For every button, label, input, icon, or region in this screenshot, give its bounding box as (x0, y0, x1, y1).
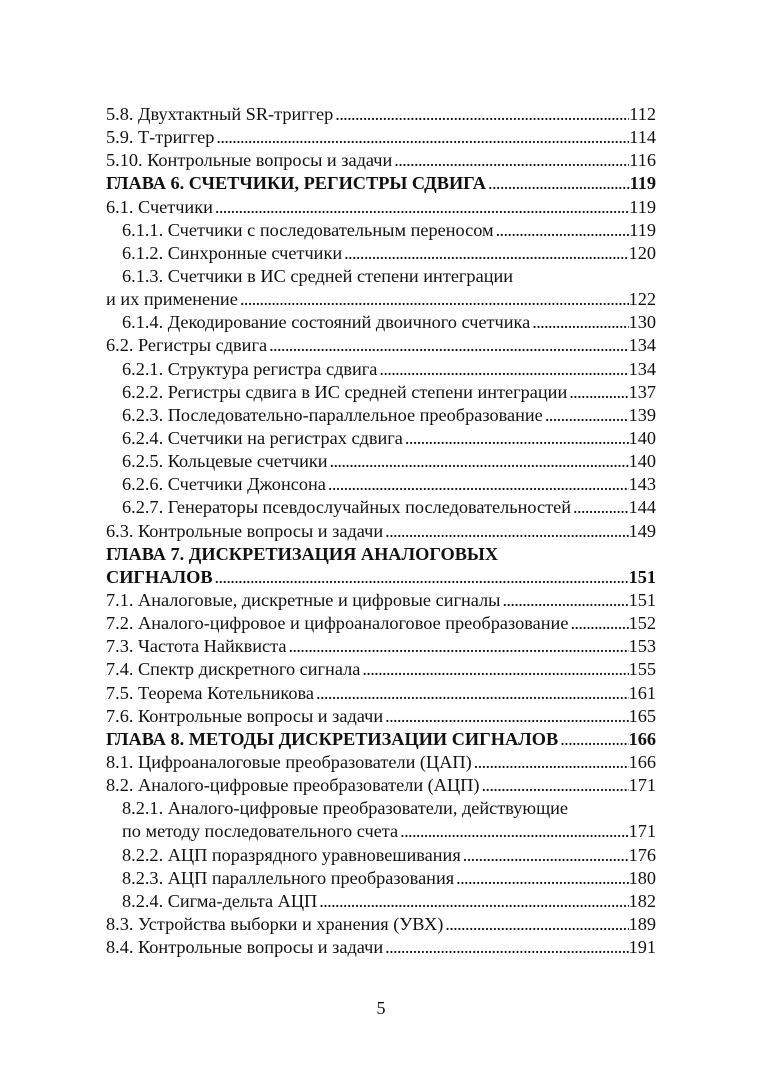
toc-entry-title: и их применение (106, 289, 238, 310)
toc-entry-title: 6.2.2. Регистры сдвига в ИС средней степени интеграции (122, 381, 568, 402)
dot-leader (383, 936, 628, 959)
dot-leader (383, 705, 628, 728)
toc-entry-title: 6.1. Счетчики (106, 196, 213, 217)
toc-entry (106, 774, 656, 797)
toc-entry-title: 7.6. Контрольные вопросы и задачи (106, 705, 384, 726)
dot-leader (317, 890, 628, 913)
toc-entry-title: ГЛАВА 6. СЧЕТЧИКИ, РЕГИСТРЫ СДВИГА (106, 173, 487, 194)
toc-entry-page: 152 (628, 613, 656, 634)
toc-entry-title: 6.2.5. Кольцевые счетчики (122, 451, 328, 472)
toc-entry-page: 119 (629, 219, 656, 240)
toc-entry-page: 153 (628, 636, 656, 657)
toc-entry-title: 8.2.2. АЦП поразрядного уравновешивания (122, 844, 461, 865)
dot-leader (500, 589, 628, 612)
toc-entry-page: 134 (628, 358, 656, 379)
dot-leader (403, 427, 629, 450)
toc-entry-page: 182 (628, 890, 656, 911)
toc-entry (106, 589, 656, 612)
toc-entry-title: 6.2.1. Структура регистра сдвига (122, 358, 378, 379)
toc-entry-page: 130 (628, 312, 656, 333)
dot-leader (238, 288, 629, 311)
toc-entry-page: 112 (629, 104, 656, 124)
dot-leader (568, 612, 628, 635)
dot-leader (328, 450, 629, 473)
toc-entry-page: 176 (628, 844, 656, 865)
toc-entry (106, 242, 656, 265)
table-of-contents (106, 103, 656, 959)
toc-entry (106, 705, 656, 728)
toc-entry-page: 122 (628, 289, 656, 310)
toc-entry-title: 5.10. Контрольные вопросы и задачи (106, 150, 393, 171)
toc-entry-page: 166 (628, 728, 656, 749)
toc-entry-page: 161 (628, 682, 656, 703)
toc-entry (106, 682, 656, 705)
toc-entry (106, 566, 656, 589)
toc-entry-page: 119 (629, 196, 656, 217)
dot-leader (461, 844, 629, 867)
dot-leader (443, 913, 628, 936)
dot-leader (314, 682, 629, 705)
toc-entry-title: ГЛАВА 7. ДИСКРЕТИЗАЦИЯ АНАЛОГОВЫХ (106, 543, 499, 564)
dot-leader (571, 496, 629, 519)
dot-leader (267, 334, 629, 357)
toc-entry (106, 172, 656, 195)
dot-leader (543, 404, 629, 427)
toc-entry-first-line (106, 797, 656, 820)
dot-leader (213, 196, 629, 219)
toc-entry-page: 120 (628, 242, 656, 263)
toc-entry-first-line (106, 543, 656, 566)
toc-entry (106, 867, 656, 890)
dot-leader (377, 358, 628, 381)
dot-leader (398, 820, 628, 843)
toc-entry-page: 171 (628, 821, 656, 842)
toc-entry-page: 189 (628, 913, 656, 934)
toc-entry-title: 8.2.4. Сигма-дельта АЦП (122, 890, 318, 911)
dot-leader (214, 126, 629, 149)
toc-entry-title: по методу последовательного счета (122, 821, 399, 842)
toc-entry-title: 6.2.3. Последовательно-параллельное преобразование (122, 404, 543, 425)
toc-entry-title: 7.2. Аналого-цифровое и цифроаналоговое преобразование (106, 613, 569, 634)
toc-entry-title: 8.2.1. Аналого-цифровые преобразователи, действующие (122, 798, 569, 819)
dot-leader (558, 728, 628, 751)
toc-entry-title: 5.8. Двухтактный SR-триггер (106, 104, 334, 124)
toc-entry-page: 143 (628, 474, 656, 495)
toc-entry (106, 658, 656, 681)
dot-leader (342, 242, 628, 265)
toc-entry (106, 450, 656, 473)
dot-leader (392, 149, 629, 172)
toc-entry-title: 8.3. Устройства выборки и хранения (УВХ) (106, 913, 444, 934)
toc-entry (106, 381, 656, 404)
dot-leader (494, 219, 630, 242)
toc-entry-title: 6.1.4. Декодирование состояний двоичного счетчика (122, 312, 531, 333)
page-number: 5 (376, 998, 386, 1018)
dot-leader (567, 381, 628, 404)
toc-entry (106, 913, 656, 936)
toc-entry-page: 114 (629, 127, 656, 148)
dot-leader (486, 172, 630, 195)
toc-entry (106, 473, 656, 496)
toc-entry-page: 116 (629, 150, 656, 171)
toc-entry-title: 6.1.3. Счетчики в ИС средней степени интеграции (122, 265, 514, 286)
toc-entry (106, 751, 656, 774)
toc-entry (106, 427, 656, 450)
toc-entry (106, 936, 656, 959)
toc-entry-title: 8.2. Аналого-цифровые преобразователи (АЦП) (106, 775, 480, 796)
toc-entry-page: 137 (628, 381, 656, 402)
toc-entry-page: 134 (628, 335, 656, 356)
toc-entry-title: 7.4. Спектр дискретного сигнала (106, 659, 361, 680)
toc-entry-title: 6.2.6. Счетчики Джонсона (122, 474, 326, 495)
toc-entry-title: 8.2.3. АЦП параллельного преобразования (122, 867, 455, 888)
dot-leader (530, 311, 628, 334)
toc-entry (106, 612, 656, 635)
toc-entry (106, 149, 656, 172)
toc-entry (106, 635, 656, 658)
toc-entry (106, 196, 656, 219)
toc-entry-title: 8.4. Контрольные вопросы и задачи (106, 937, 384, 958)
toc-entry-title: 7.1. Аналоговые, дискретные и цифровые сигналы (106, 589, 501, 610)
toc-entry-page: 151 (628, 589, 656, 610)
toc-entry (106, 103, 656, 126)
dot-leader (333, 103, 629, 126)
toc-entry-first-line (106, 265, 656, 288)
dot-leader (383, 520, 628, 543)
dot-leader (213, 566, 629, 589)
toc-entry-title: 6.3. Контрольные вопросы и задачи (106, 520, 384, 541)
toc-entry-page: 140 (628, 427, 656, 448)
toc-entry (106, 288, 656, 311)
toc-entry-page: 151 (628, 566, 656, 587)
toc-entry (106, 520, 656, 543)
toc-entry-page: 180 (628, 867, 656, 888)
toc-entry-title: 5.9. Т-триггер (106, 127, 215, 148)
toc-entry-title: 6.2.7. Генераторы псевдослучайных последовательностей (122, 497, 572, 518)
toc-entry-title: 6.2. Регистры сдвига (106, 335, 268, 356)
toc-entry-page: 119 (629, 173, 656, 194)
toc-entry (106, 358, 656, 381)
dot-leader (360, 658, 628, 681)
toc-entry-page: 165 (628, 705, 656, 726)
toc-entry (106, 126, 656, 149)
toc-entry (106, 219, 656, 242)
dot-leader (454, 867, 628, 890)
toc-entry (106, 311, 656, 334)
toc-entry-title: 8.1. Цифроаналоговые преобразователи (ЦАП) (106, 751, 472, 772)
toc-entry (106, 890, 656, 913)
toc-entry (106, 334, 656, 357)
toc-entry (106, 844, 656, 867)
toc-entry-page: 166 (628, 751, 656, 772)
toc-entry-page: 140 (628, 451, 656, 472)
toc-entry-title: 7.3. Частота Найквиста (106, 636, 287, 657)
toc-entry-title: ГЛАВА 8. МЕТОДЫ ДИСКРЕТИЗАЦИИ СИГНАЛОВ (106, 728, 559, 749)
toc-entry-page: 191 (628, 937, 656, 958)
toc-entry-title: 7.5. Теорема Котельникова (106, 682, 315, 703)
toc-entry-page: 171 (628, 775, 656, 796)
toc-entry (106, 404, 656, 427)
toc-entry (106, 728, 656, 751)
toc-entry-page: 144 (628, 497, 656, 518)
dot-leader (286, 635, 628, 658)
toc-entry-title: 6.1.1. Счетчики с последовательным переносом (122, 219, 494, 240)
toc-entry-page: 155 (628, 659, 656, 680)
toc-entry (106, 820, 656, 843)
toc-entry-page: 139 (628, 404, 656, 425)
toc-entry (106, 496, 656, 519)
dot-leader (326, 473, 629, 496)
toc-entry-title: СИГНАЛОВ (106, 566, 213, 587)
toc-entry-title: 6.1.2. Синхронные счетчики (122, 242, 343, 263)
toc-entry-title: 6.2.4. Счетчики на регистрах сдвига (122, 427, 403, 448)
toc-entry-page: 149 (628, 520, 656, 541)
dot-leader (479, 774, 628, 797)
dot-leader (472, 751, 629, 774)
